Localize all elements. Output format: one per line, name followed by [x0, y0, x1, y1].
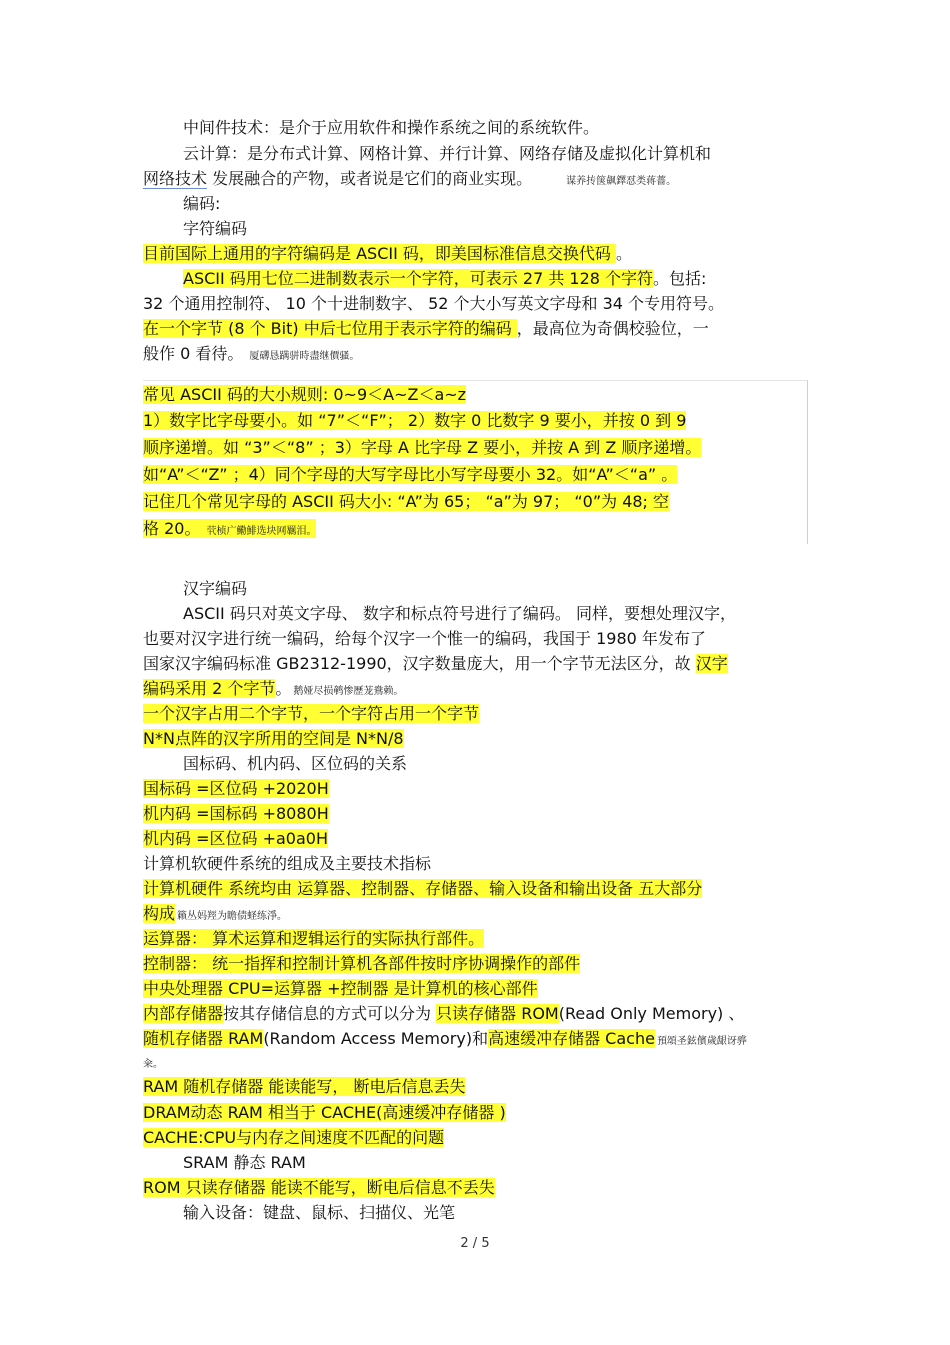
text-line: [143, 461, 677, 489]
text-line: [143, 628, 706, 650]
text-line: [143, 488, 669, 516]
highlighted-text: DRAM动态 RAM 相当于 CACHE(高速缓冲存储器 ): [143, 1103, 506, 1122]
text-line: [143, 953, 580, 975]
text-line: [143, 515, 316, 546]
highlighted-text: 机内码 =区位码 +a0a0H: [143, 829, 328, 848]
heading: [183, 578, 247, 600]
highlighted-text: 如“A”＜“Z” ；4）同个字母的大写字母比小写字母要小 32。如“A”＜“a” 。: [143, 465, 678, 484]
text-line: [143, 407, 686, 435]
highlighted-text: 构成: [143, 904, 176, 923]
watermark-text: 預頌圣鉉儐歲龈讶骅: [656, 1036, 747, 1047]
highlighted-text: 汉字: [695, 654, 728, 673]
text-line: [143, 168, 676, 193]
highlighted-text: 编码采用 2 个字节: [143, 679, 276, 698]
highlighted-text: CACHE:CPU与内存之间速度不匹配的问题: [143, 1128, 445, 1147]
text-line: [143, 903, 287, 928]
line-text: 。: [275, 679, 292, 698]
text-line: [143, 1028, 747, 1053]
text-line: [143, 381, 466, 409]
line-text: 国标码、机内码、区位码的关系: [183, 754, 408, 773]
line-text: (Random Access Memory): [263, 1029, 473, 1048]
line-text: 按其存储信息的方式可以分为: [223, 1004, 437, 1023]
highlighted-text: 顺序递增。如 “3”＜“8” ；3）字母 A 比字母 Z 要小，并按 A 到 Z 顺序递增。: [143, 438, 702, 457]
line-text: 也要对汉字进行统一编码，给每个汉字一个惟一的编码，我国于 1980 年发布了: [143, 629, 706, 648]
text-line: [183, 1152, 306, 1174]
line-text: 发展融合的产物，或者说是它们的商业实现。: [212, 169, 533, 188]
text-line: [143, 1051, 163, 1076]
text-line: [143, 703, 479, 725]
highlighted-text: 只读存储器 ROM: [436, 1004, 559, 1023]
line-text: 字符编码: [183, 219, 248, 238]
text-line: [143, 318, 709, 340]
text-line: [143, 1127, 444, 1149]
text-line: [183, 143, 711, 165]
line-text: 。: [615, 244, 632, 263]
watermark-text: 茕桢广鰳鯡选块网羈泪。: [206, 526, 317, 537]
highlighted-text: 国标码 =区位码 +2020H: [143, 779, 329, 798]
watermark-text: 籟丛妈羥为瞻债蛏练淨。: [177, 911, 288, 922]
page-number: 2 / 5: [460, 1236, 490, 1251]
line-text: 。包括:: [653, 269, 707, 288]
text-line: [143, 878, 702, 900]
line-text: ASCII 码只对英文字母、 数字和标点符号进行了编码。 同样，要想处理汉字，: [183, 604, 736, 623]
heading: [183, 193, 220, 215]
text-line: [143, 434, 701, 462]
text-line: [143, 1003, 744, 1025]
line-text: 国家汉字编码标准 GB2312-1990，汉字数量庞大，用一个字节无法区分，故: [143, 654, 696, 673]
highlighted-text: 在一个字节 (8 个 Bit) 中后七位用于表示字符的编码: [143, 319, 517, 338]
highlighted-text: 计算机硬件 系统均由 运算器、控制器、存储器、输入设备和输出设备 五大部分: [143, 879, 703, 898]
highlighted-text: 内部存储器: [143, 1004, 224, 1023]
heading: [143, 853, 431, 875]
text-line: [143, 978, 538, 1000]
text-line: [183, 117, 599, 139]
text-line: [143, 728, 404, 750]
text-line: [183, 268, 706, 290]
highlighted-text: 常见 ASCII 码的大小规则: 0~9＜A~Z＜a~z: [143, 385, 467, 404]
text-line: [143, 828, 328, 850]
text-line: [143, 293, 724, 315]
highlighted-text: 一个汉字占用二个字节，一个字符占用一个字节: [143, 704, 480, 723]
text-line: [143, 343, 359, 368]
line-text: 中间件技术：是介于应用软件和操作系统之间的系统软件。: [183, 118, 600, 137]
text-line: [183, 603, 736, 625]
highlighted-text: 格 20。: [143, 519, 201, 538]
highlighted-text: 中央处理器 CPU=运算器 +控制器 是计算机的核心部件: [143, 979, 538, 998]
highlighted-text: 记住几个常见字母的 ASCII 码大小: “A”为 65； “a”为 97； “0”为 48; 空: [143, 492, 670, 511]
highlighted-text: 1）数字比字母要小。如 “7”＜“F”； 2）数字 0 比数字 9 要小，并按 0 到 9: [143, 411, 687, 430]
line-text: (Read Only Memory) 、: [558, 1004, 745, 1023]
highlighted-text: ROM 只读存储器 能读不能写，断电后信息不丢失: [143, 1178, 495, 1197]
line-text: 汉字编码: [183, 579, 248, 598]
highlighted-text: N*N点阵的汉字所用的空间是 N*N/8: [143, 729, 404, 748]
line-text: 计算机软硬件系统的组成及主要技术指标: [143, 854, 432, 873]
highlighted-text: 控制器： 统一指挥和控制计算机各部件按时序协调操作的部件: [143, 954, 581, 973]
line-text: 32 个通用控制符、 10 个十进制数字、 52 个大小写英文字母和 34 个专用符号。: [143, 294, 725, 313]
highlighted-text: 高速缓冲存储器 Cache: [488, 1029, 655, 1048]
highlighted-text: RAM 随机存储器 能读能写， 断电后信息丢失: [143, 1077, 466, 1096]
text-line: [143, 778, 329, 800]
text-line: [143, 653, 728, 675]
line-text: 和: [472, 1029, 489, 1048]
link-text: 网络技术: [143, 169, 208, 188]
highlighted-text: ASCII 码用七位二进制数表示一个字符，可表示 27 共 128 个字符: [183, 269, 654, 288]
highlighted-text: 运算器： 算术运算和逻辑运行的实际执行部件。: [143, 929, 485, 948]
line-text: 般作 0 看待。: [143, 344, 244, 363]
heading: [183, 218, 247, 240]
highlighted-text: 机内码 =国标码 +8080H: [143, 804, 329, 823]
line-text: 输入设备：键盘、鼠标、扫描仪、光笔: [183, 1203, 456, 1222]
watermark-text: 厦礴恳蹒骈時盡继價骚。: [249, 351, 360, 362]
highlighted-text: 随机存储器 RAM: [143, 1029, 264, 1048]
line-text: ，最高位为奇偶校验位，一: [516, 319, 709, 338]
text-line: [143, 1102, 506, 1124]
highlighted-text: 目前国际上通用的字符编码是 ASCII 码，即美国标准信息交换代码: [143, 244, 616, 263]
watermark-text: 鹅娅尽损鹌惨歷茏鴦赖。: [293, 686, 404, 697]
watermark-text: 籴。: [143, 1059, 163, 1070]
watermark-text: 谋养抟箧飙鐸怼类蒋薔。: [566, 176, 677, 187]
line-text: 编码:: [183, 194, 221, 213]
text-line: [143, 803, 329, 825]
text-line: [143, 1076, 465, 1098]
line-text: SRAM 静态 RAM: [183, 1153, 306, 1172]
text-line: [143, 1177, 495, 1199]
text-line: [143, 678, 403, 703]
text-line: [143, 243, 632, 265]
text-line: [183, 1202, 455, 1224]
line-text: 云计算：是分布式计算、网格计算、并行计算、网络存储及虚拟化计算机和: [183, 144, 712, 163]
text-line: [143, 928, 484, 950]
heading: [183, 753, 407, 775]
